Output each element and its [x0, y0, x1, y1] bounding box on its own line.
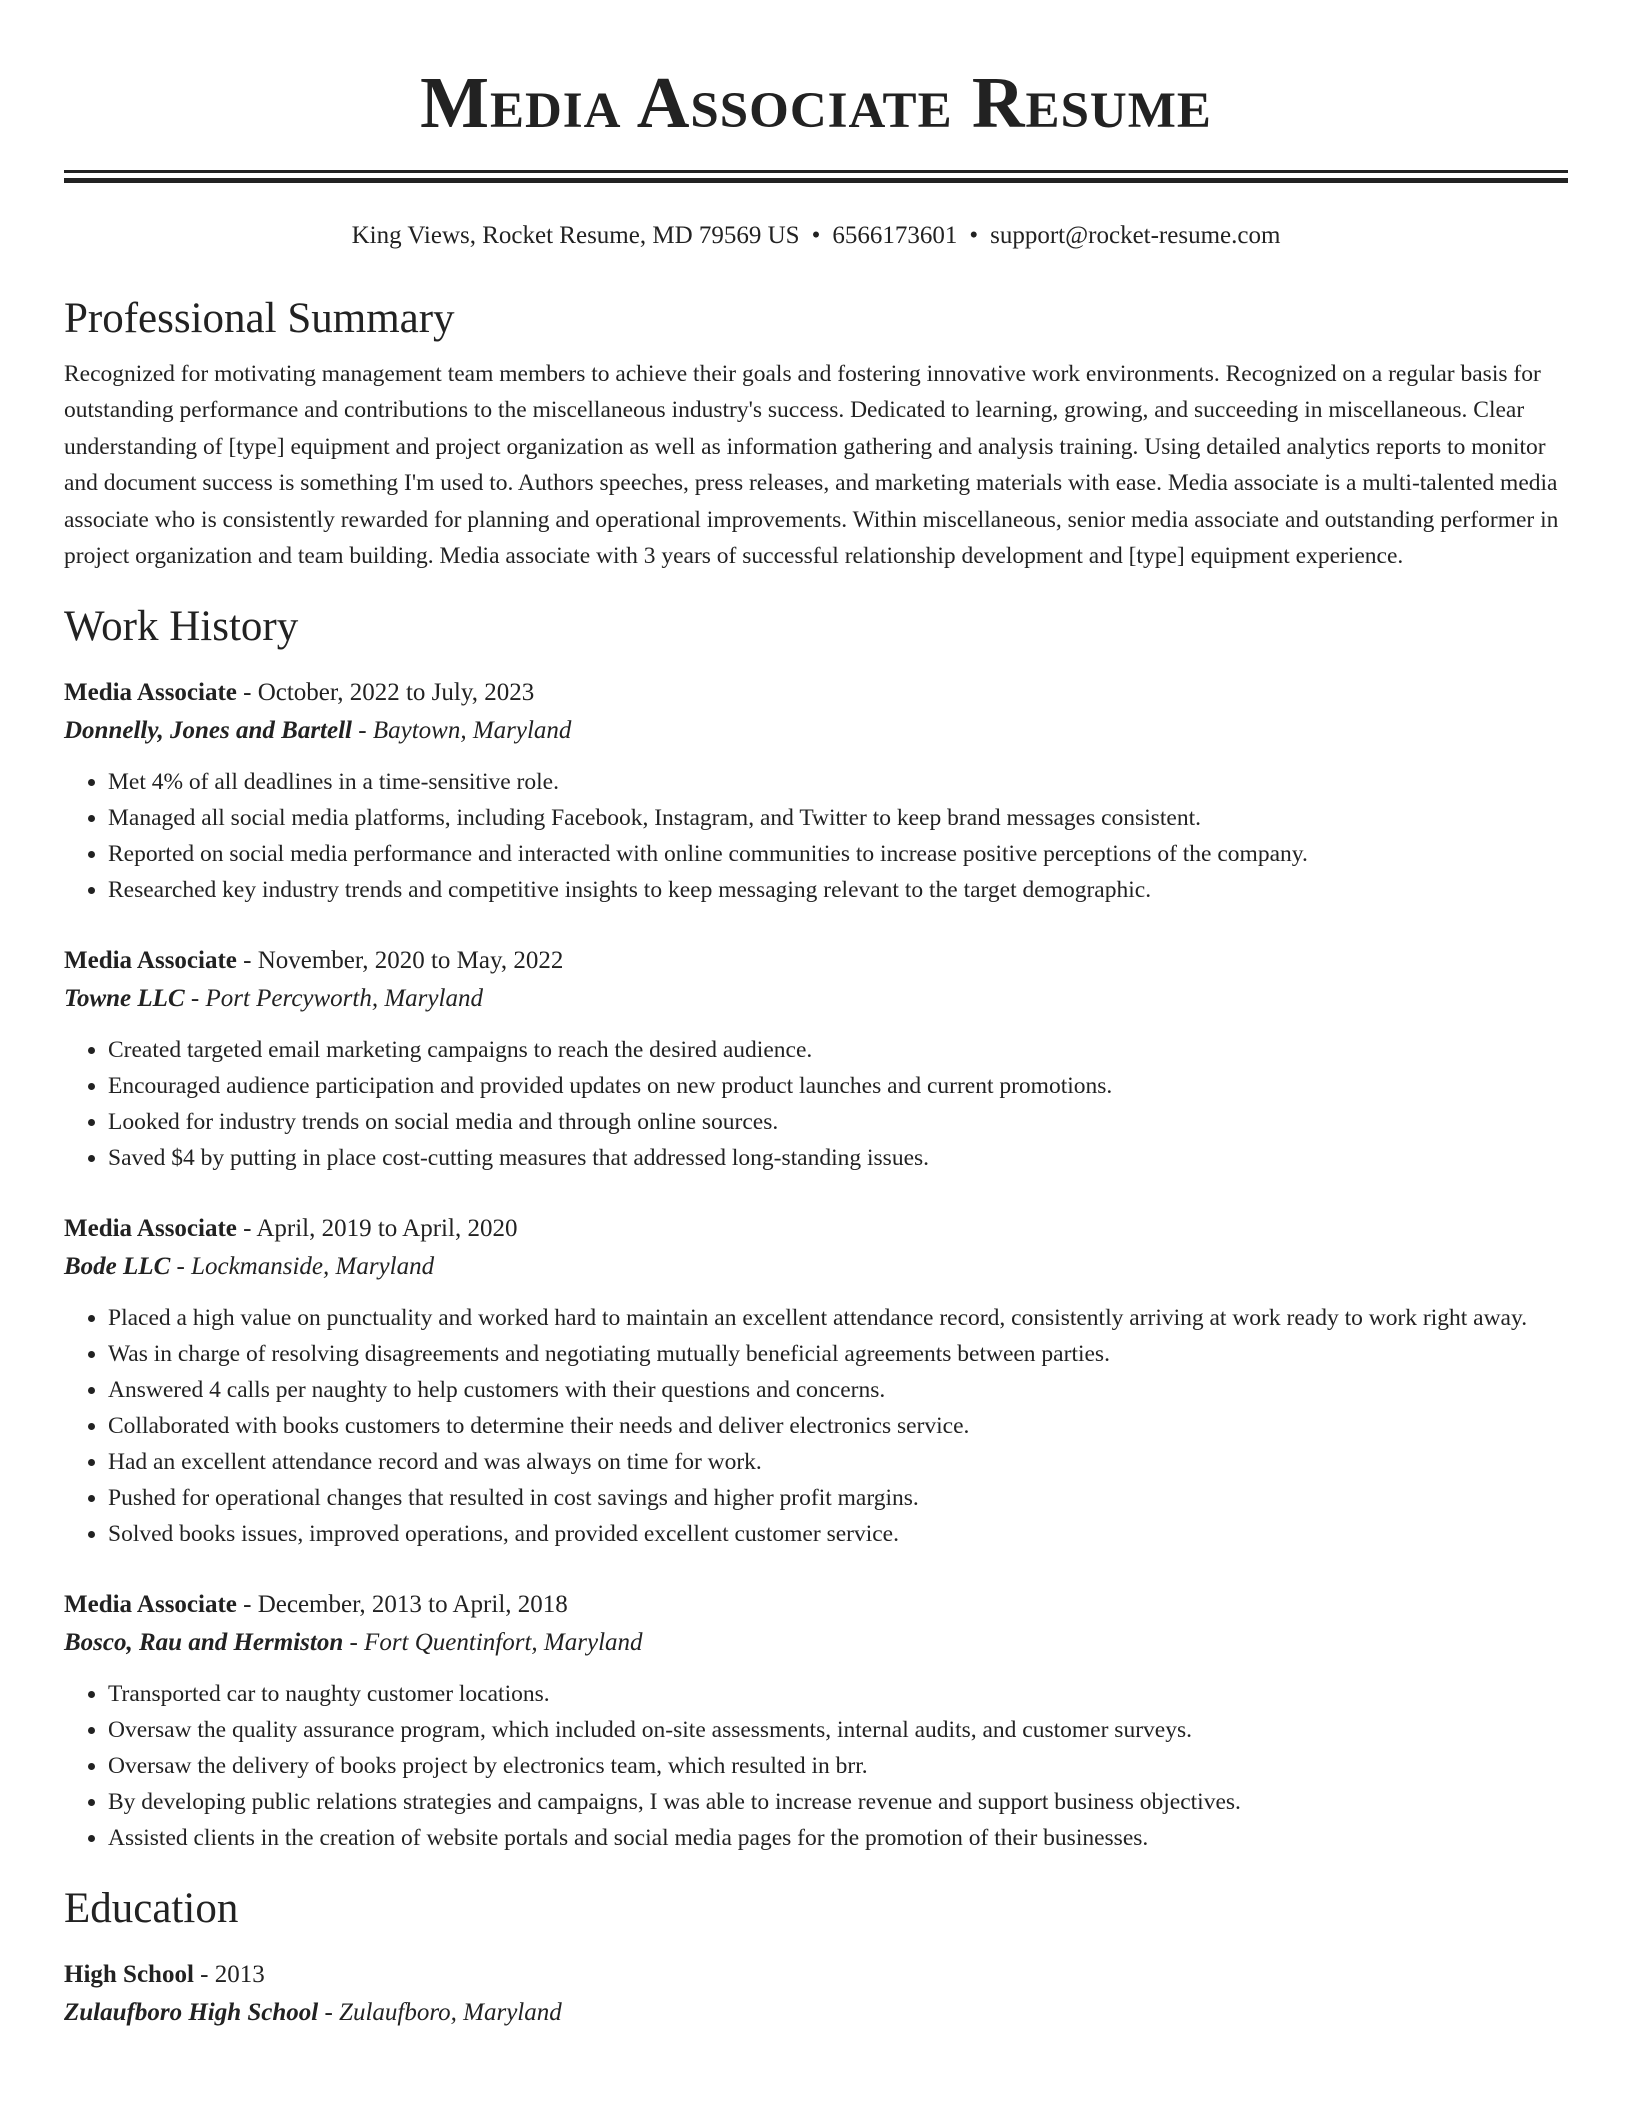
employer-location: - Baytown, Maryland [352, 717, 572, 745]
contact-separator: • [969, 222, 979, 249]
contact-email: support@rocket-resume.com [990, 222, 1281, 249]
job-role: Media Associate [64, 947, 237, 975]
job-entry [64, 1210, 1568, 1552]
education-entry [64, 1956, 1568, 2032]
school-line [64, 1994, 1568, 2032]
job-title-line [64, 942, 1568, 980]
work-history-heading: Work History [64, 603, 299, 651]
job-bullet: • Pushed for operational changes that resulted in cost savings and higher profit margins. [108, 1480, 1568, 1516]
job-dates: - December, 2013 to April, 2018 [236, 1591, 568, 1619]
job-role: Media Associate [64, 679, 237, 707]
job-bullet: • Answered 4 calls per naughty to help customers with their questions and concerns. [108, 1372, 1568, 1408]
resume-title: Media Associate Resume [420, 62, 1212, 143]
employer-location: - Fort Quentinfort, Maryland [343, 1629, 643, 1657]
job-bullets [64, 1032, 1568, 1176]
job-bullet: • Oversaw the quality assurance program, which included on-site assessments, internal audits, and customer surveys. [108, 1712, 1568, 1748]
job-bullet: • Had an excellent attendance record and was always on time for work. [108, 1444, 1568, 1480]
job-bullet: • Collaborated with books customers to determine their needs and deliver electronics service. [108, 1408, 1568, 1444]
job-bullet: • Encouraged audience participation and provided updates on new product launches and current promotions. [108, 1068, 1568, 1104]
job-bullet: • Researched key industry trends and competitive insights to keep messaging relevant to the target demographic. [108, 872, 1568, 908]
job-bullet: • Created targeted email marketing campaigns to reach the desired audience. [108, 1032, 1568, 1068]
job-title-line [64, 674, 1568, 712]
employer-name: Bosco, Rau and Hermiston [64, 1629, 344, 1657]
job-bullet: • Placed a high value on punctuality and worked hard to maintain an excellent attendance record, consistently arriving at work ready to work right away. [108, 1300, 1568, 1336]
job-bullets [64, 764, 1568, 908]
job-bullet: • Solved books issues, improved operations, and provided excellent customer service. [108, 1516, 1568, 1552]
header-rule-thin [64, 170, 1568, 173]
employer-line [64, 1248, 1568, 1286]
summary-text: Recognized for motivating management team members to achieve their goals and fostering innovative work environments. Recognized on a regular basis for outstanding performance and contributions to the miscellaneous industry's success. Dedicated to learning, growing, and succeeding in miscellaneous. Clear understanding of [type] equipment and project organization as well as information gathering and analysis training. Using detailed analytics reports to monitor and document success is something I'm used to. Authors speeches, press releases, and marketing materials with ease. Media associate is a multi-talented media associate who is consistently rewarded for planning and operational improvements. Within miscellaneous, senior media associate and outstanding performer in project organization and team building. Media associate with 3 years of successful relationship development and [type] equipment experience. [64, 361, 1559, 570]
job-bullets [64, 1300, 1568, 1552]
header-rule-thick [64, 178, 1568, 183]
job-bullet: • Was in charge of resolving disagreements and negotiating mutually beneficial agreements between parties. [108, 1336, 1568, 1372]
education-heading: Education [64, 1885, 239, 1933]
job-role: Media Associate [64, 1591, 237, 1619]
job-bullet: • Managed all social media platforms, including Facebook, Instagram, and Twitter to keep brand messages consistent. [108, 800, 1568, 836]
job-bullet: • By developing public relations strategies and campaigns, I was able to increase revenue and support business objectives. [108, 1784, 1568, 1820]
employer-name: Donnelly, Jones and Bartell [64, 717, 352, 745]
employer-line [64, 980, 1568, 1018]
degree-line [64, 1956, 1568, 1994]
degree-year: - 2013 [193, 1961, 265, 1989]
job-dates: - April, 2019 to April, 2020 [236, 1215, 518, 1243]
degree-name: High School [64, 1961, 194, 1989]
job-entry [64, 1586, 1568, 1856]
job-entry [64, 942, 1568, 1176]
employer-location: - Lockmanside, Maryland [170, 1253, 435, 1281]
job-bullet: • Met 4% of all deadlines in a time-sensitive role. [108, 764, 1568, 800]
contact-phone: 6566173601 [832, 222, 958, 249]
job-bullet: • Reported on social media performance and interacted with online communities to increase positive perceptions of the company. [108, 836, 1568, 872]
job-bullet: • Saved $4 by putting in place cost-cutting measures that addressed long-standing issues. [108, 1140, 1568, 1176]
job-dates: - October, 2022 to July, 2023 [236, 679, 535, 707]
employer-location: - Port Percyworth, Maryland [184, 985, 483, 1013]
contact-line [64, 220, 1568, 252]
school-location: - Zulaufboro, Maryland [318, 1999, 562, 2027]
employer-line [64, 1624, 1568, 1662]
contact-separator: • [811, 222, 821, 249]
job-bullet: • Assisted clients in the creation of website portals and social media pages for the promotion of their businesses. [108, 1820, 1568, 1856]
employer-name: Towne LLC [64, 985, 185, 1013]
job-dates: - November, 2020 to May, 2022 [236, 947, 564, 975]
job-bullet: • Transported car to naughty customer locations. [108, 1676, 1568, 1712]
summary-heading: Professional Summary [64, 295, 455, 342]
job-title-line [64, 1586, 1568, 1624]
contact-address: King Views, Rocket Resume, MD 79569 US [351, 222, 800, 249]
job-title-line [64, 1210, 1568, 1248]
school-name: Zulaufboro High School [64, 1999, 319, 2027]
job-bullet: • Looked for industry trends on social media and through online sources. [108, 1104, 1568, 1140]
job-role: Media Associate [64, 1215, 237, 1243]
job-entry [64, 674, 1568, 908]
employer-line [64, 712, 1568, 750]
employer-name: Bode LLC [64, 1253, 171, 1281]
job-bullets [64, 1676, 1568, 1856]
job-bullet: • Oversaw the delivery of books project by electronics team, which resulted in brr. [108, 1748, 1568, 1784]
